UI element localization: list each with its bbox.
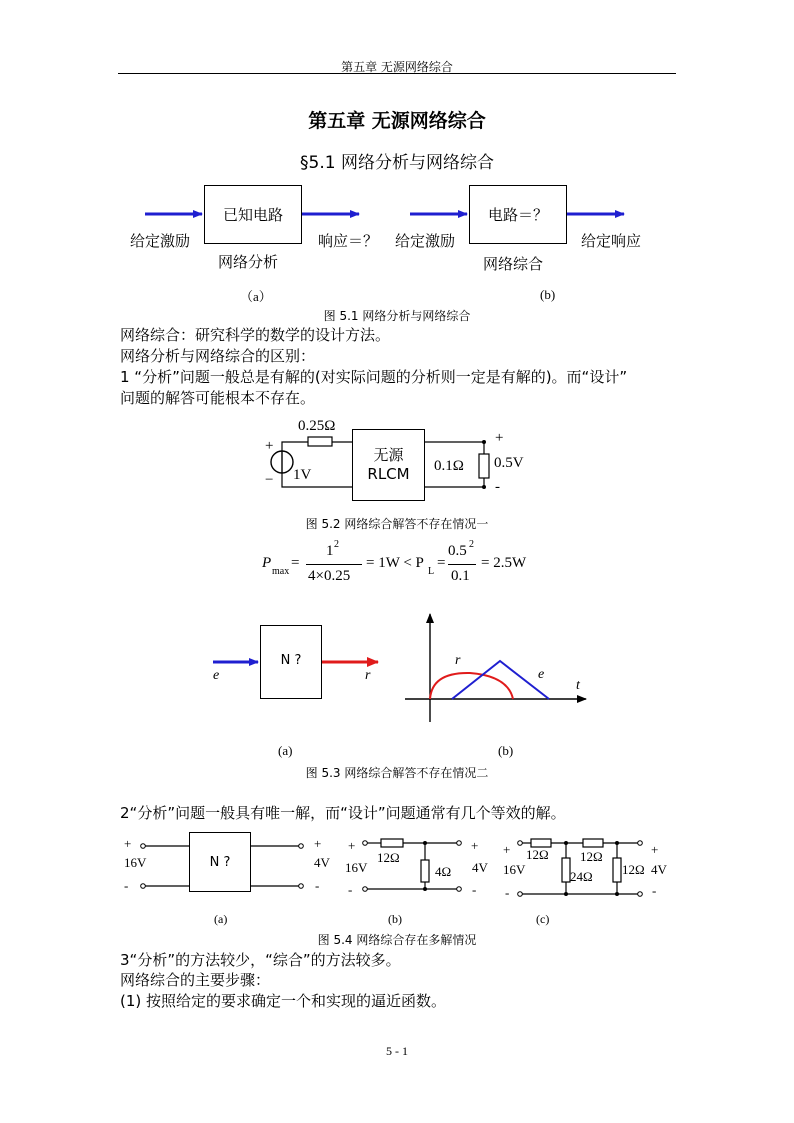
fig54b-minus-out: -: [472, 882, 477, 897]
fig52-plus: +: [265, 438, 274, 454]
formula-lhs: P: [262, 555, 272, 571]
fig54b-series-resistor: 12Ω: [377, 850, 400, 865]
formula-num1-exp: 2: [334, 539, 339, 550]
fig52-load-resistor: 0.1Ω: [434, 458, 464, 474]
fig54b-shunt-resistor-icon: [421, 860, 429, 882]
fig54b-minus-in: -: [348, 882, 353, 897]
fig54a-plus-out: +: [314, 836, 322, 851]
formula-den1: 4×0.25: [308, 568, 351, 584]
fig53-caption: 图 5.3 网络综合解答不存在情况二: [305, 766, 489, 780]
chapter-title: 第五章 无源网络综合: [308, 110, 486, 132]
fig54c-shunt-resistor2: 12Ω: [622, 862, 645, 877]
fig54b-shunt-resistor: 4Ω: [435, 864, 452, 879]
fig51-caption: 图 5.1 网络分析与网络综合: [323, 309, 471, 323]
fig51a-sub-label: （a）: [240, 289, 272, 304]
formula-mid: = 1W < P: [366, 555, 424, 571]
fig52-caption: 图 5.2 网络综合解答不存在情况一: [305, 517, 489, 531]
fig54c-resistor1: 12Ω: [526, 847, 549, 862]
fig54c-shunt-resistor1: 24Ω: [570, 869, 593, 884]
fig53-sub-a: (a): [278, 743, 293, 758]
fig54c-plus-out: +: [651, 842, 659, 857]
fig54c-minus-in: -: [505, 885, 510, 900]
fig51a-bottom-label: 网络分析: [218, 253, 279, 271]
fig54c-minus-out: -: [652, 883, 657, 898]
formula-den2: 0.1: [451, 568, 470, 584]
formula-rhs: = 2.5W: [481, 555, 527, 571]
fig52-resistor-top: 0.25Ω: [298, 418, 336, 434]
fig54b-sub-label: (b): [388, 912, 402, 926]
fig54c-series-resistor2-icon: [583, 839, 603, 847]
fig54c-shunt-resistor1-icon: [562, 858, 570, 882]
fig54c-resistor2: 12Ω: [580, 849, 603, 864]
formula-eq2: =: [437, 555, 446, 571]
fig54b-out-value: 4V: [472, 860, 488, 875]
page-number: 5 - 1: [386, 1044, 408, 1058]
fig52-minus: −: [265, 472, 274, 488]
fig54-caption: 图 5.4 网络综合存在多解情况: [317, 933, 477, 947]
running-header: 第五章 无源网络综合: [341, 60, 453, 74]
fig54c-sub-label: (c): [536, 912, 550, 926]
fig51a-box-label: 已知电路: [222, 206, 283, 224]
fig52-out-value: 0.5V: [494, 455, 524, 471]
fig54a-out-value: 4V: [314, 855, 330, 870]
formula-eq1: =: [291, 555, 300, 571]
fig51a-output-label: 响应＝？: [318, 232, 379, 250]
fig54a-plus-in: +: [124, 836, 132, 851]
fig53-sub-b: (b): [498, 743, 514, 758]
fig54a-in-value: 16V: [124, 855, 147, 870]
fig52-source-value: 1V: [293, 467, 312, 483]
fig51b-output-label: 给定响应: [581, 232, 642, 250]
fig51b-box-label: 电路＝？: [487, 206, 548, 224]
section-title: §5.1 网络分析与网络综合: [300, 153, 494, 173]
fig52-out-plus: +: [495, 430, 504, 446]
formula-num1: 1: [326, 543, 334, 559]
paragraph-6: 网络综合的主要步骤：: [120, 971, 271, 989]
fig52-box-line2: RLCM: [367, 465, 410, 483]
paragraph-2: 网络分析与网络综合的区别：: [120, 347, 316, 365]
fig51b-sub-label: (b): [540, 287, 556, 302]
fig54c-in-value: 16V: [503, 862, 526, 877]
formula-lhs-sub: max: [272, 566, 290, 577]
fig53-curve-e-label: e: [538, 667, 545, 682]
fig51b-bottom-label: 网络综合: [483, 255, 544, 273]
fig53-curve-r-label: r: [455, 653, 461, 668]
formula-num2: 0.5: [448, 543, 467, 559]
paragraph-1: 网络综合：研究科学的数学的设计方法。: [120, 326, 391, 344]
fig54b-in-value: 16V: [345, 860, 368, 875]
fig54c-plus-in: +: [503, 842, 511, 857]
formula-num2-exp: 2: [469, 539, 474, 550]
fig54b-series-resistor-icon: [381, 839, 403, 847]
fig54a-minus-in: -: [124, 878, 129, 893]
fig54b-plus-out: +: [471, 838, 479, 853]
fig54a-minus-out: -: [315, 878, 320, 893]
fig52-out-minus: -: [495, 479, 500, 495]
paragraph-7: (1) 按照给定的要求确定一个和实现的逼近函数。: [120, 992, 447, 1010]
fig54b-plus-in: +: [348, 838, 356, 853]
fig54a-sub-label: (a): [214, 912, 228, 926]
fig53-box-label: N ?: [280, 653, 302, 668]
fig54c-shunt-resistor2-icon: [613, 858, 621, 882]
fig53-time-label: t: [576, 678, 580, 693]
formula-mid-sub: L: [428, 566, 435, 577]
fig54c-series-resistor1-icon: [531, 839, 551, 847]
fig54c-out-value: 4V: [651, 862, 667, 877]
paragraph-3a: 1 “分析”问题一般总是有解的(对实际问题的分析则一定是有解的)。而“设计”: [120, 368, 628, 386]
fig54a-box-label: N ?: [209, 855, 231, 870]
fig51b-input-label: 给定激励: [395, 232, 456, 250]
fig52-box-line1: 无源: [373, 446, 404, 464]
paragraph-5: 3“分析”的方法较少，“综合”的方法较多。: [120, 951, 401, 969]
fig53-input-label: e: [213, 668, 220, 683]
fig51a-input-label: 给定激励: [130, 232, 191, 250]
paragraph-4: 2“分析”问题一般具有唯一解，而“设计”问题通常有几个等效的解。: [120, 804, 566, 822]
fig53-output-label: r: [365, 668, 371, 683]
paragraph-3b: 问题的解答可能根本不存在。: [120, 389, 316, 407]
